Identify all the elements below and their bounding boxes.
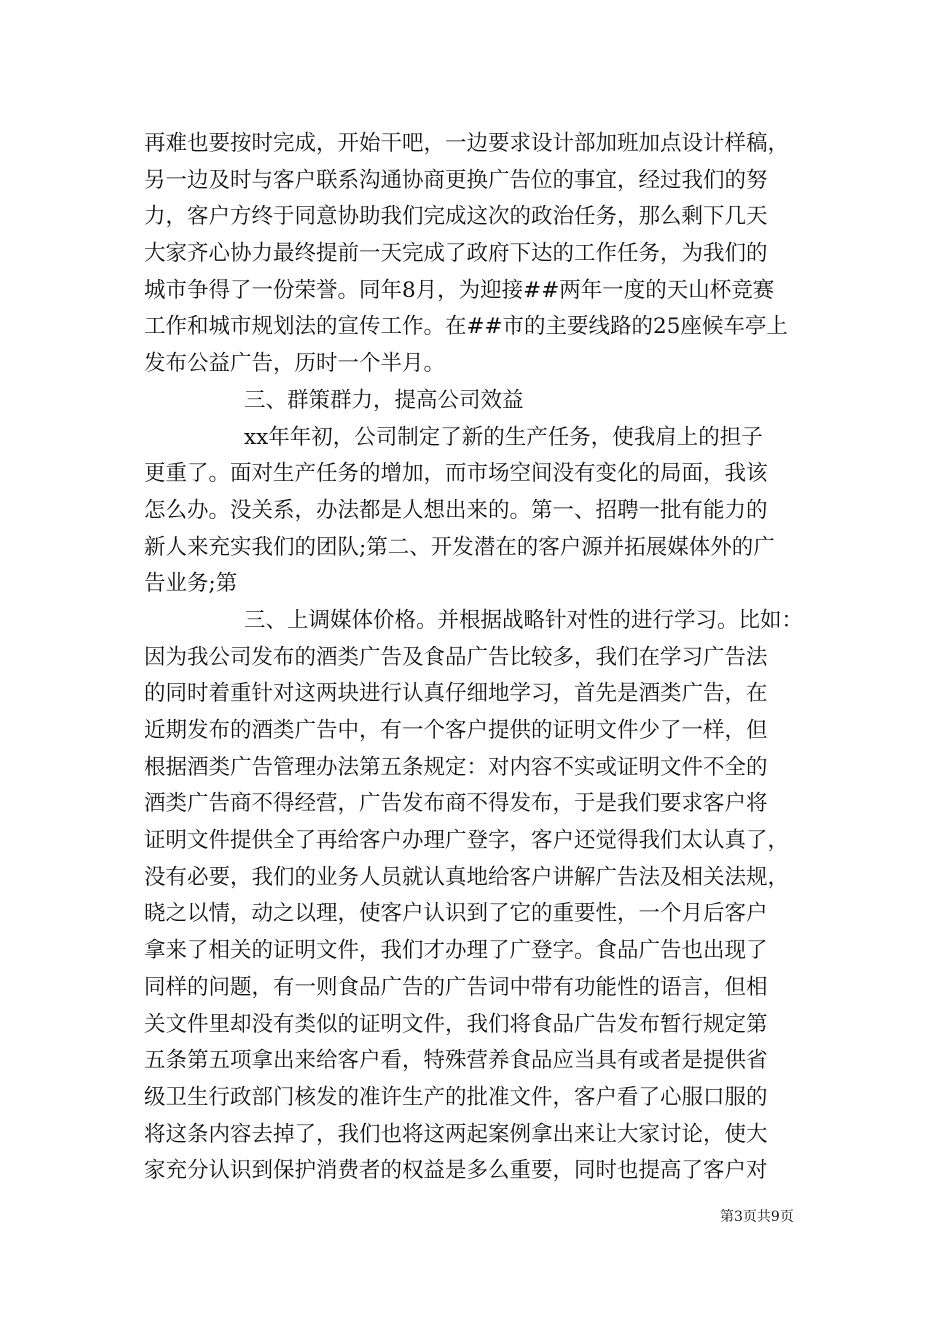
text-line: 三、上调媒体价格。并根据战略针对性的进行学习。比如：: [244, 607, 804, 633]
text-line: 关文件里却没有类似的证明文件，我们将食品广告发布暂行规定第: [144, 1011, 768, 1037]
page-number-footer: 第3页共9页: [720, 1209, 794, 1225]
text-line: 告业务;第: [144, 571, 238, 597]
text-line: 怎么办。没关系，办法都是人想出来的。第一、招聘一批有能力的: [144, 497, 768, 523]
text-line: 家充分认识到保护消费者的权益是多么重要，同时也提高了客户对: [144, 1158, 768, 1184]
text-line: 新人来充实我们的团队;第二、开发潜在的客户源并拓展媒体外的广: [144, 534, 775, 560]
text-line: 的同时着重针对这两块进行认真仔细地学习，首先是酒类广告，在: [144, 681, 768, 707]
document-body: [144, 126, 834, 1190]
text-line: 没有必要，我们的业务人员就认真地给客户讲解广告法及相关法规，: [144, 864, 790, 890]
text-line: 同样的问题，有一则食品广告的广告词中带有功能性的语言，但相: [144, 974, 768, 1000]
text-line: 证明文件提供全了再给客户办理广登字，客户还觉得我们太认真了，: [144, 828, 790, 854]
text-line: 五条第五项拿出来给客户看，特殊营养食品应当具有或者是提供省: [144, 1048, 768, 1074]
text-line: 因为我公司发布的酒类广告及食品广告比较多，我们在学习广告法: [144, 644, 768, 670]
text-line: 工作和城市规划法的宣传工作。在##市的主要线路的25座候车亭上: [144, 314, 788, 340]
text-line: xx年年初，公司制定了新的生产任务，使我肩上的担子: [244, 424, 763, 450]
text-line: 级卫生行政部门核发的准许生产的批准文件，客户看了心服口服的: [144, 1084, 768, 1110]
text-line: 发布公益广告，历时一个半月。: [144, 351, 446, 377]
text-line: 大家齐心协力最终提前一天完成了政府下达的工作任务，为我们的: [144, 241, 768, 267]
text-line: 近期发布的酒类广告中，有一个客户提供的证明文件少了一样，但: [144, 718, 768, 743]
text-line: 另一边及时与客户联系沟通协商更换广告位的事宜，经过我们的努: [144, 167, 768, 193]
text-line: 将这条内容去掉了，我们也将这两起案例拿出来让大家讨论，使大: [144, 1121, 768, 1147]
text-line: 酒类广告商不得经营，广告发布商不得发布，于是我们要求客户将: [144, 791, 768, 817]
text-line: 力，客户方终于同意协助我们完成这次的政治任务，那么剩下几天: [144, 204, 768, 230]
text-line: 拿来了相关的证明文件，我们才办理了广登字。食品广告也出现了: [144, 938, 768, 964]
section-heading: 三、群策群力，提高公司效益: [244, 387, 524, 413]
text-line: 晓之以情，动之以理，使客户认识到了它的重要性，一个月后客户: [144, 901, 768, 927]
text-line: 根据酒类广告管理办法第五条规定：对内容不实或证明文件不全的: [144, 754, 768, 780]
text-line: 城市争得了一份荣誉。同年8月，为迎接##两年一度的天山杯竞赛: [144, 277, 775, 303]
text-line: 再难也要按时完成，开始干吧，一边要求设计部加班加点设计样稿，: [144, 131, 790, 156]
text-line: 更重了。面对生产任务的增加，而市场空间没有变化的局面，我该: [144, 461, 768, 487]
